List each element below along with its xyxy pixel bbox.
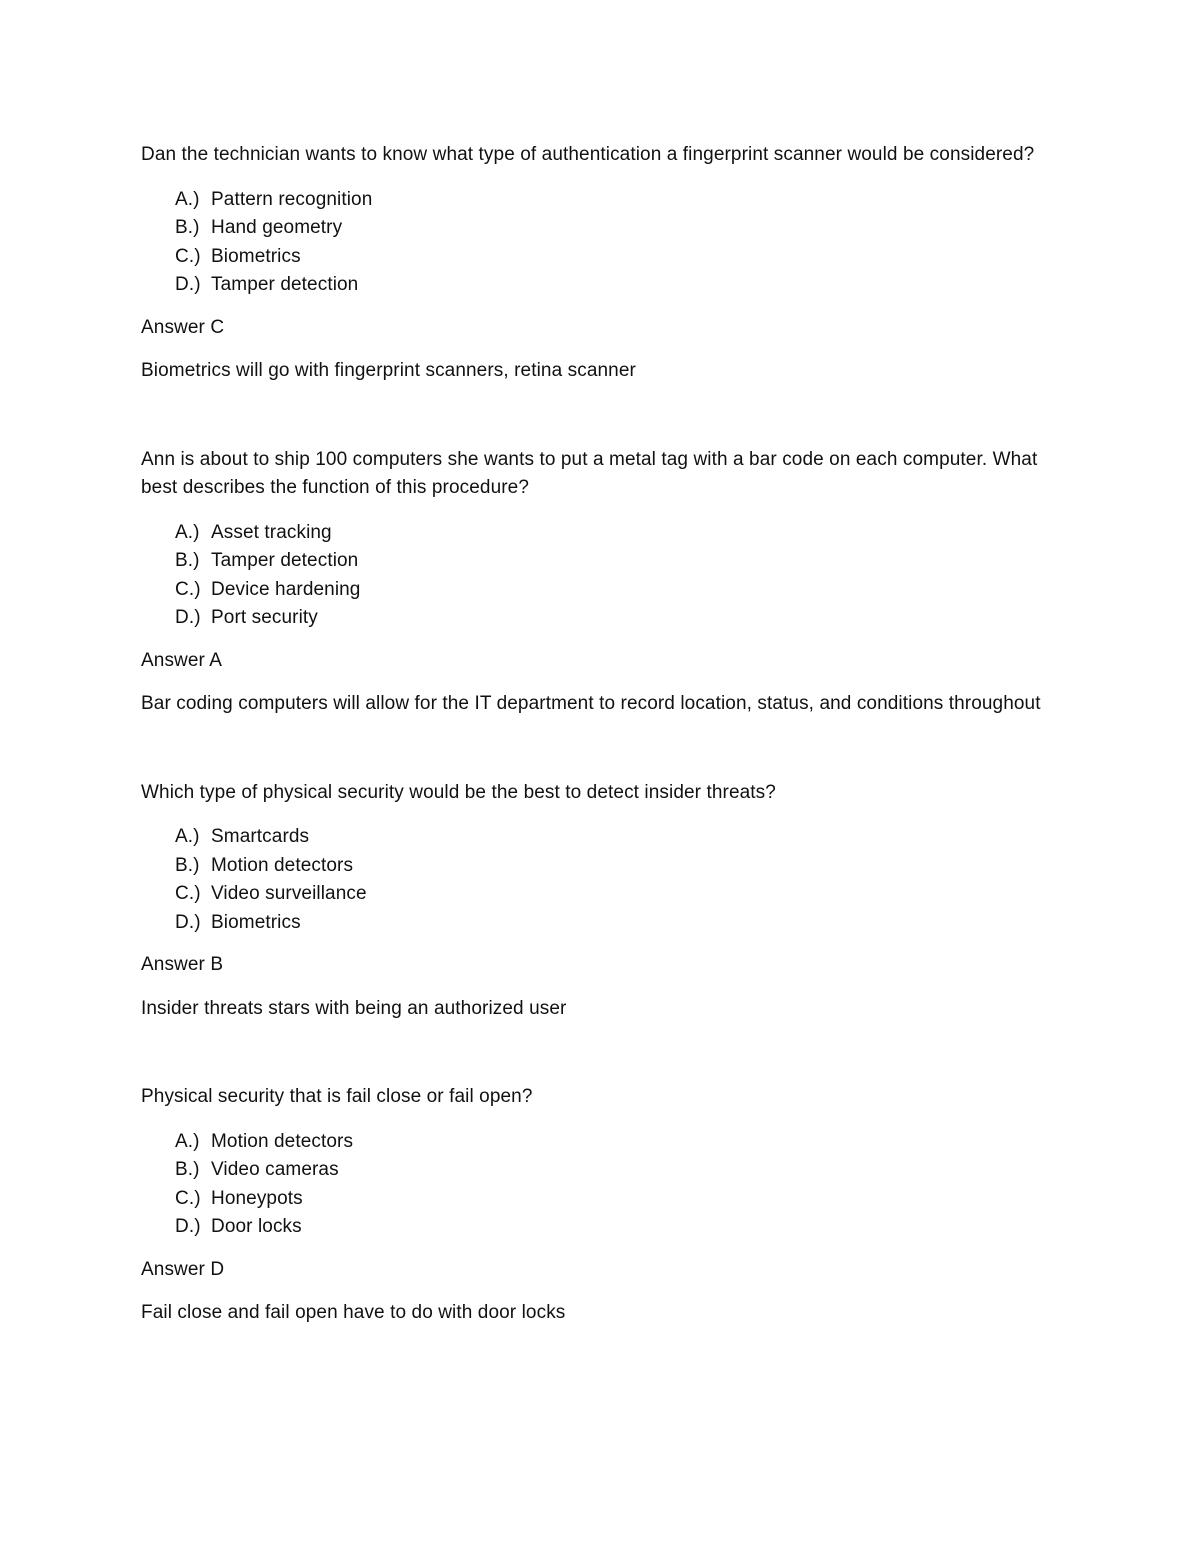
option-text: Door locks	[211, 1216, 302, 1237]
answer-line: Answer D	[141, 1258, 225, 1280]
option-d	[175, 604, 1050, 633]
option-letter: A.)	[175, 188, 200, 210]
option-letter: D.)	[175, 1216, 201, 1237]
option-text: Motion detectors	[211, 1130, 354, 1152]
option-c	[175, 576, 1050, 605]
option-text: Smartcards	[211, 826, 310, 847]
explanation-text: Bar coding computers will allow for the IT department to record location, status, and conditions throughout	[141, 693, 1041, 714]
option-letter: A.)	[175, 826, 200, 847]
option-b	[175, 852, 1050, 881]
spacer	[141, 1023, 1050, 1083]
option-text: Tamper detection	[211, 550, 359, 571]
option-letter: D.)	[175, 274, 201, 295]
option-letter: C.)	[175, 245, 201, 267]
option-text: Video cameras	[211, 1159, 339, 1180]
option-letter: A.)	[175, 521, 200, 543]
option-d	[175, 909, 1050, 938]
question-text: Dan the technician wants to know what type of authentication a fingerprint scanner would be considered?	[141, 144, 1035, 165]
option-b	[175, 214, 1050, 243]
spacer	[141, 719, 1050, 779]
option-letter: B.)	[175, 217, 200, 238]
question-4	[141, 1083, 1050, 1328]
option-letter: B.)	[175, 550, 200, 571]
options-list	[141, 186, 1050, 300]
option-c	[175, 243, 1050, 272]
explanation-text: Insider threats stars with being an authorized user	[141, 997, 567, 1019]
option-letter: B.)	[175, 1159, 200, 1180]
option-text: Honeypots	[211, 1187, 303, 1209]
question-text: Which type of physical security would be the best to detect insider threats?	[141, 781, 776, 803]
option-letter: D.)	[175, 607, 201, 628]
question-3	[141, 779, 1050, 1024]
option-c	[175, 880, 1050, 909]
option-b	[175, 1156, 1050, 1185]
option-letter: C.)	[175, 578, 201, 600]
option-letter: B.)	[175, 854, 200, 876]
option-text: Port security	[211, 607, 318, 628]
option-letter: A.)	[175, 1130, 200, 1152]
option-text: Hand geometry	[211, 217, 343, 238]
options-list	[141, 823, 1050, 937]
option-text: Video surveillance	[211, 883, 367, 904]
option-text: Device hardening	[211, 578, 361, 600]
option-text: Motion detectors	[211, 854, 354, 876]
question-text: Ann is about to ship 100 computers she wants to put a metal tag with a bar code on each computer. What best describes the function of this procedure?	[141, 448, 1038, 498]
option-a	[175, 1128, 1050, 1157]
option-text: Tamper detection	[211, 274, 359, 295]
answer-line: Answer A	[141, 649, 223, 671]
options-list	[141, 519, 1050, 633]
option-letter: C.)	[175, 1187, 201, 1209]
option-text: Pattern recognition	[211, 188, 373, 210]
option-text: Biometrics	[211, 911, 301, 933]
explanation-text: Fail close and fail open have to do with door locks	[141, 1302, 566, 1323]
option-a	[175, 519, 1050, 548]
answer-line: Answer B	[141, 954, 224, 975]
option-a	[175, 186, 1050, 215]
question-1	[141, 141, 1050, 386]
option-d	[175, 271, 1050, 300]
spacer	[141, 386, 1050, 446]
option-a	[175, 823, 1050, 852]
options-list	[141, 1128, 1050, 1242]
option-c	[175, 1185, 1050, 1214]
explanation-text: Biometrics will go with fingerprint scanners, retina scanner	[141, 360, 636, 381]
question-2	[141, 446, 1050, 719]
option-d	[175, 1213, 1050, 1242]
answer-line: Answer C	[141, 316, 225, 338]
option-letter: D.)	[175, 911, 201, 933]
option-text: Asset tracking	[211, 521, 332, 543]
option-text: Biometrics	[211, 245, 301, 267]
question-text: Physical security that is fail close or fail open?	[141, 1086, 533, 1107]
option-b	[175, 547, 1050, 576]
option-letter: C.)	[175, 883, 201, 904]
